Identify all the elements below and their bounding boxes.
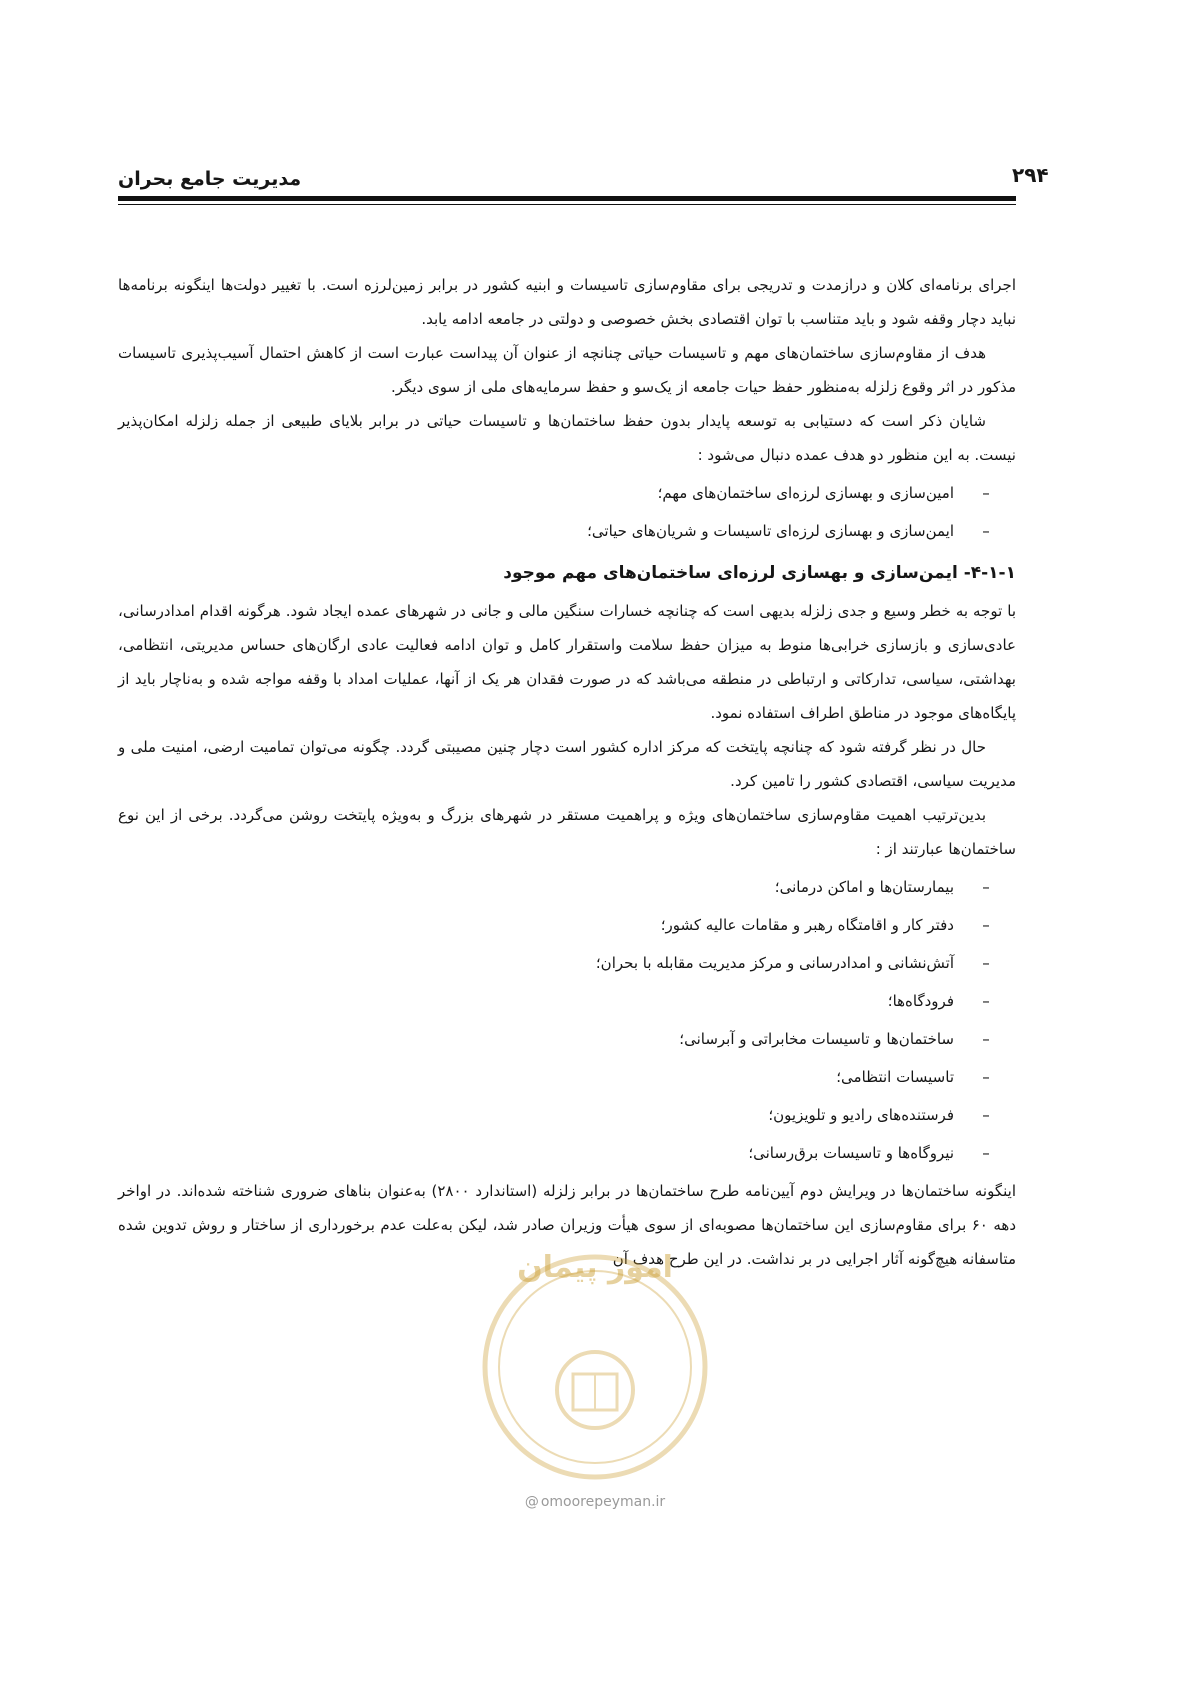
- page-number: ۲۹۴: [1012, 163, 1049, 187]
- header-rule: [118, 196, 1016, 201]
- dash-marker: –: [982, 484, 990, 502]
- paragraph-4: با توجه به خطر وسیع و جدی زلزله بدیهی است که چنانچه خسارات سنگین مالی و جانی در شهرهای عمده ایجاد شود. هرگونه اقدام امدادرسانی، عادی‌سازی و بازسازی خرابی‌ها منوط به میزان حفظ سلامت واستقرار کامل و توان ادامه فعالیت عادی ارگان‌های حساس مدیریتی، انتظامی، بهداشتی، سیاسی، تدارکاتی و ارتباطی در منطقه می‌باشد که در صورت فقدان هر یک از آنها، عملیات امداد با وقفه مواجه شده و به‌ناچار باید از پایگاه‌های موجود در مناطق اطراف استفاده نمود.: [118, 602, 1016, 722]
- list-item: – ساختمان‌ها و تاسیسات مخابراتی و آبرسانی؛: [118, 1020, 1016, 1058]
- stamp-lettering: امور پیمان: [517, 1250, 673, 1285]
- paragraph-1: اجرای برنامه‌ای کلان و درازمدت و تدریجی برای مقاوم‌سازی تاسیسات و ابنیه کشور در برابر زمین‌لرزه است. با تغییر دولت‌ها اینگونه برنامه‌ها نباید دچار وقفه شود و باید متناسب با توان اقتصادی بخش خصوصی و دولتی در جامعه ادامه یابد.: [118, 276, 1016, 328]
- site-watermark: @ omoorepeyman.ir: [524, 1494, 666, 1510]
- paragraph-6: بدین‌ترتیب اهمیت مقاوم‌سازی ساختمان‌های ویژه و پراهمیت مستقر در شهرهای بزرگ و به‌ویژه پایتخت روشن می‌گردد. برخی از این نوع ساختمان‌ها عبارتند از :: [118, 806, 1016, 858]
- dash-marker: –: [982, 1030, 990, 1048]
- dash-marker: –: [982, 916, 990, 934]
- dash-marker: –: [982, 878, 990, 896]
- at-icon: @: [524, 1494, 539, 1510]
- list-item: – ایمن‌سازی و بهسازی لرزه‌ای تاسیسات و شریان‌های حیاتی؛: [118, 512, 1016, 550]
- list-item: – نیروگاه‌ها و تاسیسات برق‌رسانی؛: [118, 1134, 1016, 1172]
- list-item: – بیمارستان‌ها و اماکن درمانی؛: [118, 868, 1016, 906]
- dash-marker: –: [982, 1106, 990, 1124]
- paragraph-3: شایان ذکر است که دستیابی به توسعه پایدار بدون حفظ ساختمان‌ها و تاسیسات حیاتی در برابر بلایای طبیعی از جمله زلزله امکان‌پذیر نیست. به این منظور دو هدف عمده دنبال می‌شود :: [118, 412, 1016, 464]
- page-body: [118, 268, 1016, 1276]
- section-heading: ۴-۱-۱- ایمن‌سازی و بهسازی لرزه‌ای ساختمان‌های مهم موجود: [503, 563, 1016, 583]
- dash-marker: –: [982, 992, 990, 1010]
- list-item: – امین‌سازی و بهسازی لرزه‌ای ساختمان‌های مهم؛: [118, 474, 1016, 512]
- paragraph-7: اینگونه ساختمان‌ها در ویرایش دوم آیین‌نامه طرح ساختمان‌ها در برابر زلزله (استاندارد ۲۸۰۰) به‌عنوان بناهای ضروری شناخته شده‌اند. در اواخر دهه ۶۰ برای مقاوم‌سازی این ساختمان‌ها مصوبه‌ای از سوی هیأت وزیران صادر شد، لیکن به‌علت عدم برخورداری از ساختار و روش تدوین شده متاسفانه هیچ‌گونه آثار اجرایی در بر نداشت. در این طرح هدف آن: [118, 1182, 1016, 1268]
- paragraph-5: حال در نظر گرفته شود که چنانچه پایتخت که مرکز اداره کشور است دچار چنین مصیبتی گردد. چگونه می‌توان تمامیت ارضی، امنیت ملی و مدیریت سیاسی، اقتصادی کشور را تامین کرد.: [118, 738, 1016, 790]
- list-item: – دفتر کار و اقامتگاه رهبر و مقامات عالیه کشور؛: [118, 906, 1016, 944]
- dash-marker: –: [982, 1068, 990, 1086]
- list-item: – آتش‌نشانی و امدادرسانی و مرکز مدیریت مقابله با بحران؛: [118, 944, 1016, 982]
- dash-marker: –: [982, 1144, 990, 1162]
- list-item: – فرودگاه‌ها؛: [118, 982, 1016, 1020]
- dash-marker: –: [982, 522, 990, 540]
- list-item: – فرستنده‌های رادیو و تلویزیون؛: [118, 1096, 1016, 1134]
- stamp-logo: [478, 1250, 712, 1484]
- paragraph-2: هدف از مقاوم‌سازی ساختمان‌های مهم و تاسیسات حیاتی چنانچه از عنوان آن پیداست عبارت است از کاهش احتمال آسیب‌پذیری تاسیسات مذکور در اثر وقوع زلزله به‌منظور حفظ حیات جامعه از یک‌سو و حفظ سرمایه‌های ملی از سوی دیگر.: [118, 344, 1016, 396]
- running-header-title: مدیریت جامع بحران: [118, 168, 302, 190]
- dash-marker: –: [982, 954, 990, 972]
- buildings-list: [118, 868, 1016, 1172]
- list-item: – تاسیسات انتظامی؛: [118, 1058, 1016, 1096]
- goals-list: [118, 474, 1016, 550]
- header-rule-thin: [118, 204, 1016, 205]
